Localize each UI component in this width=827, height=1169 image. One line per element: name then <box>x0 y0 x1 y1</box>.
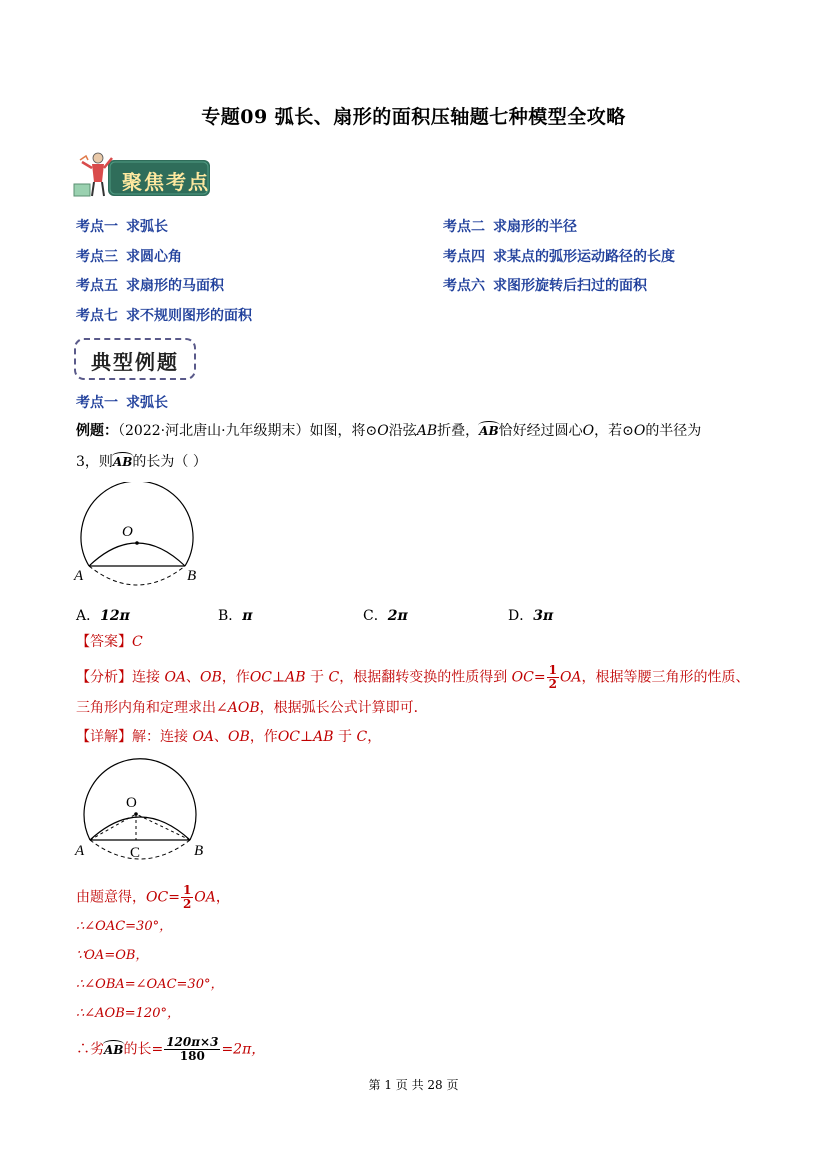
math-var: O <box>377 423 389 439</box>
circle-arc <box>84 759 196 840</box>
example-text: 恰好经过圆心 <box>498 423 583 439</box>
math-var: OC⊥AB <box>249 669 306 686</box>
math-var: OB <box>228 729 250 745</box>
example-label: 例题： <box>76 423 118 439</box>
step-text: 的长= <box>123 1041 164 1058</box>
math-var: OC⊥AB <box>277 729 334 745</box>
analysis-text: ，作 <box>221 669 250 686</box>
choice-value: π <box>242 608 253 624</box>
answer-value: C <box>132 634 143 650</box>
kaodian-text: 求圆心角 <box>126 249 182 265</box>
step-text: ∴劣 <box>76 1041 104 1058</box>
example-line-1 <box>76 421 756 441</box>
step-text: =2π， <box>221 1041 266 1058</box>
analysis-line-1 <box>76 664 750 691</box>
detail-text: ， <box>367 729 382 745</box>
figure-1 <box>70 482 210 588</box>
choice-a[interactable] <box>76 605 130 625</box>
choice-value: 2π <box>387 608 408 624</box>
center-point <box>134 812 138 816</box>
kaodian-num: 考点七 <box>76 308 118 324</box>
analysis-text: ，根据翻转变换的性质得到 <box>339 669 508 686</box>
analysis-text: 三角形内角和定理求出 <box>76 700 216 716</box>
math-var: ∠AOB <box>216 700 260 716</box>
example-text: ，若⊙ <box>594 423 634 439</box>
example-text: 沿弦 <box>388 423 417 439</box>
analysis-text: 连接 <box>132 669 160 686</box>
kaodian-item-3 <box>76 246 182 266</box>
kaodian-num: 考点二 <box>443 219 485 235</box>
example-text: 的长为（ ） <box>132 454 207 470</box>
segment-oa <box>90 814 136 840</box>
step-1 <box>76 884 230 911</box>
circle-arc <box>81 482 193 566</box>
detail-line <box>76 727 381 747</box>
detail-text: 于 <box>338 729 353 745</box>
label-a: A <box>74 568 84 584</box>
kaodian-item-1 <box>76 216 168 236</box>
choice-b[interactable] <box>218 605 253 625</box>
example-text: 的半径为 <box>645 423 702 439</box>
math-var: AB <box>416 423 438 439</box>
choice-letter: A． <box>76 608 101 624</box>
example-source: （2022·河北唐山·九年级期末） <box>118 423 310 439</box>
arc-ab: AB <box>104 1040 123 1056</box>
fraction-half <box>547 664 559 691</box>
kaodian-text: 求扇形的半径 <box>493 219 577 235</box>
choice-value: 3π <box>533 608 554 624</box>
segment-ob <box>136 814 190 840</box>
math-var: OB <box>200 669 222 686</box>
fraction-half <box>181 884 193 911</box>
focus-badge-label: 聚焦考点 <box>122 170 210 194</box>
math-var: OA <box>192 729 215 745</box>
dashed-arc <box>89 566 185 585</box>
step-5: ∴∠AOB=120°， <box>76 1006 180 1021</box>
kaodian-text: 求图形旋转后扫过的面积 <box>493 278 647 294</box>
choice-value: 12π <box>100 608 130 624</box>
step-2: ∴∠OAC=30°， <box>76 919 173 934</box>
analysis-line-2 <box>76 698 428 718</box>
math-var: O <box>633 423 646 439</box>
frac-num: 120π×3 <box>166 1035 219 1049</box>
fraction-arc-length <box>164 1036 220 1063</box>
math-var: C <box>356 729 368 745</box>
analysis-text: = <box>533 669 546 686</box>
step-text: 由题意得， <box>76 889 146 906</box>
frac-num: 1 <box>182 883 192 897</box>
choice-letter: D． <box>508 608 534 624</box>
example-text: 折叠， <box>437 423 480 439</box>
kaodian-num: 考点五 <box>76 278 118 294</box>
choice-letter: C． <box>363 608 388 624</box>
focus-badge <box>72 148 212 202</box>
analysis-text: 于 <box>310 669 325 686</box>
kaodian-item-7 <box>76 305 252 325</box>
section-heading <box>76 392 168 412</box>
step-3: ∵OA=OB， <box>76 948 149 963</box>
typical-example-label: 典型例题 <box>91 350 179 374</box>
center-point <box>135 541 139 545</box>
kaodian-item-6 <box>443 275 647 295</box>
choice-letter: B． <box>218 608 243 624</box>
analysis-tag: 【分析】 <box>76 669 132 686</box>
section-heading-num: 考点一 <box>76 395 118 411</box>
math-var: OC <box>146 889 169 906</box>
detail-text: 、 <box>214 729 229 745</box>
page-title: 专题09 弧长、扇形的面积压轴题七种模型全攻略 <box>201 106 626 128</box>
math-var: OC <box>511 669 534 686</box>
label-o: O <box>122 524 133 540</box>
step-6 <box>76 1036 265 1063</box>
label-o: O <box>126 795 137 811</box>
kaodian-item-4 <box>443 246 675 266</box>
frac-den: 2 <box>182 897 192 911</box>
example-line-2 <box>76 452 207 472</box>
math-var: O <box>582 423 595 439</box>
arc-ab: AB <box>479 421 498 437</box>
typical-example-badge <box>74 338 196 380</box>
choice-c[interactable] <box>363 605 408 625</box>
kaodian-text: 求不规则图形的面积 <box>126 308 252 324</box>
analysis-text: ，根据等腰三角形的性质、 <box>581 669 750 686</box>
answer-tag: 【答案】 <box>76 634 132 650</box>
arc-ab: AB <box>113 452 132 468</box>
step-4: ∴∠OBA=∠OAC=30°， <box>76 977 224 992</box>
choice-d[interactable] <box>508 605 553 625</box>
label-c: C <box>130 845 141 861</box>
label-a: A <box>75 843 85 859</box>
section-heading-text: 求弧长 <box>126 395 168 411</box>
figure-2 <box>70 756 218 864</box>
answer-line <box>76 632 143 652</box>
step-text: = <box>168 889 180 906</box>
kaodian-num: 考点一 <box>76 219 118 235</box>
step-text: ， <box>215 889 230 906</box>
math-var: OA <box>164 669 187 686</box>
math-var: OA <box>559 669 582 686</box>
folded-arc <box>89 543 185 566</box>
kaodian-item-5 <box>76 275 224 295</box>
frac-den: 2 <box>548 677 557 691</box>
kaodian-text: 求弧长 <box>126 219 168 235</box>
kaodian-text: 求某点的弧形运动路径的长度 <box>493 249 675 265</box>
detail-text: ，作 <box>249 729 278 745</box>
kaodian-num: 考点三 <box>76 249 118 265</box>
example-text: 如图，将⊙ <box>309 423 378 439</box>
kaodian-num: 考点六 <box>443 278 485 294</box>
detail-tag: 【详解】 <box>76 729 132 745</box>
page-footer: 第 1 页 共 28 页 <box>368 1078 459 1092</box>
kaodian-num: 考点四 <box>443 249 485 265</box>
label-b: B <box>187 568 197 584</box>
kaodian-item-2 <box>443 216 577 236</box>
example-text: 3，则 <box>76 454 113 470</box>
detail-text: 解：连接 <box>132 729 188 745</box>
kaodian-text: 求扇形的马面积 <box>126 278 224 294</box>
analysis-text: 、 <box>186 669 201 686</box>
folded-arc <box>90 817 190 840</box>
label-b: B <box>194 843 204 859</box>
math-var: OA <box>194 889 216 906</box>
frac-den: 180 <box>179 1049 205 1063</box>
math-var: C <box>328 669 340 686</box>
analysis-text: ，根据弧长公式计算即可． <box>259 700 428 716</box>
frac-num: 1 <box>548 663 557 677</box>
